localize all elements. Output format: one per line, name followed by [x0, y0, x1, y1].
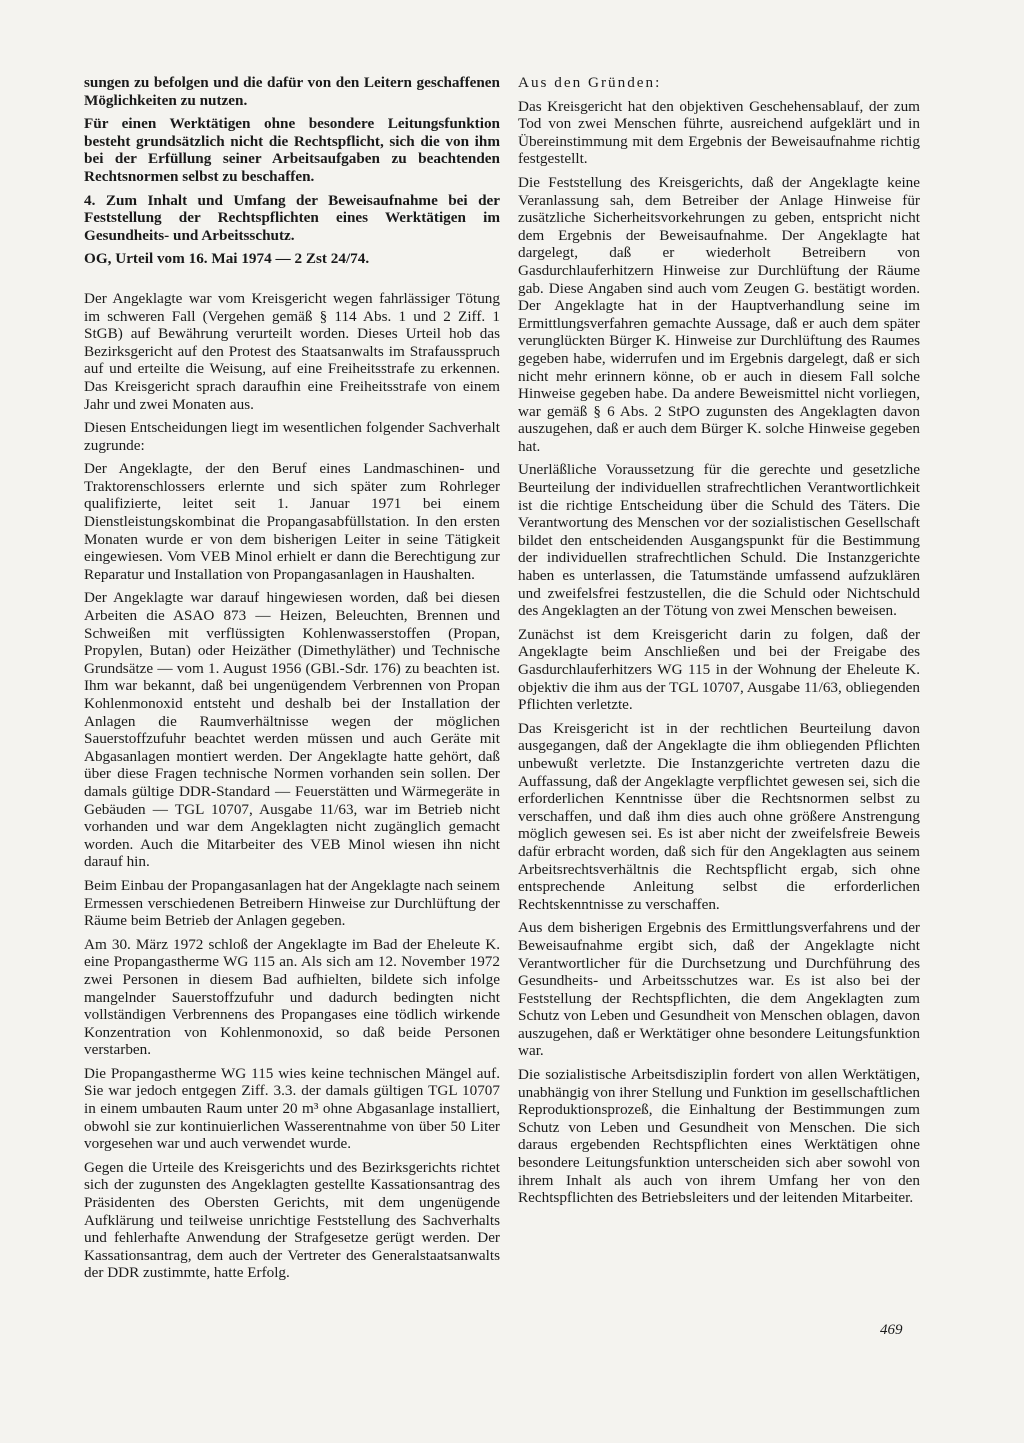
left-column	[84, 74, 500, 1288]
case-citation: OG, Urteil vom 16. Mai 1974 — 2 Zst 24/74.	[84, 250, 370, 268]
body-paragraph: Zunächst ist dem Kreisgericht darin zu folgen, daß der Angeklagte beim Anschließen und bei der Freigabe des Gasdurchlauferhitzers WG 115 in der Wohnung der Eheleute K. objektiv die ihm aus der TGL 10707, Ausgabe 11/63, obliegenden Pflichten verletzte.	[518, 625, 920, 714]
body-paragraph: Am 30. März 1972 schloß der Angeklagte im Bad der Eheleute K. eine Propangastherme WG 115 an. Als sich am 12. November 1972 zwei Personen in diesem Bad aufhielten, bildete sich infolge mangelnder Sauerstoffzufuhr und dadurch bedingten nicht vollständigen Verbrennens des Propangases eine tödlich wirkende Konzentration von Kohlenmonoxid, so daß beide Personen verstarben.	[84, 935, 500, 1059]
headnote	[84, 74, 500, 268]
body-paragraph: Das Kreisgericht ist in der rechtlichen Beurteilung davon ausgegangen, daß der Angeklagte die ihm obliegenden Pflichten unbewußt verletzte. Die Instanzgerichte vertreten dazu die Auffassung, daß der Angeklagte verpflichtet gewesen sei, sich die erforderlichen Kenntnisse über die Rechtsnormen selbst zu verschaffen, und daß ihm dies auch ohne größere Anstrengung möglich gewesen sei. Es ist aber nicht der zweifelsfreie Beweis dafür erbracht worden, daß sich für den Angeklagten aus seinem Arbeitsrechtsverhältnis die Rechtspflicht ergab, sich ohne entsprechende Anleitung selbst die erforderlichen Rechtskenntnisse zu verschaffen.	[518, 719, 920, 913]
body-paragraph: Beim Einbau der Propangasanlagen hat der Angeklagte nach seinem Ermessen verschiedenen Betreibern Hinweise zur Durchlüftung der Räume beim Betrieb der Anlagen gegeben.	[84, 876, 500, 930]
body-paragraph: Die Feststellung des Kreisgerichts, daß der Angeklagte keine Veranlassung sah, dem Betreiber der Anlage Hinweise für zusätzliche Sicherheitsvorkehrungen zu geben, entspricht nicht dem Ergebnis der Beweisaufnahme. Der Angeklagte hat dargelegt, daß er wiederholt Betreibern von Gasdurchlauferhitzern Hinweise zur Durchlüftung der Räume gab. Diese Angaben sind auch vom Zeugen G. bestätigt worden. Der Angeklagte hat in der Hauptverhandlung seine im Ermittlungsverfahren gemachte Aussage, daß er auch dem später verunglückten Bürger K. Hinweise zur Durchlüftung des Raumes gegeben habe, widerrufen und im Ergebnis dargelegt, daß er sich nicht mehr erinnern könne, ob er auch in diesem Fall solche Hinweise gegeben habe. Da andere Beweismittel nicht vorliegen, war gemäß § 6 Abs. 2 StPO zugunsten des Angeklagten davon auszugehen, daß er auch dem Bürger K. solche Hinweise gegeben hat.	[518, 173, 920, 455]
body-paragraph: Der Angeklagte war vom Kreisgericht wegen fahrlässiger Tötung im schweren Fall (Vergehen gemäß § 114 Abs. 1 und 2 Ziff. 1 StGB) auf Bewährung verurteilt worden. Dieses Urteil hob das Bezirksgericht auf den Protest des Staatsanwalts im Strafausspruch auf und erteilte die Weisung, auf eine Freiheitsstrafe zu erkennen. Das Kreisgericht sprach daraufhin eine Freiheitsstrafe von einem Jahr und zwei Monaten aus.	[84, 289, 500, 413]
body-paragraph: Das Kreisgericht hat den objektiven Geschehensablauf, der zum Tod von zwei Menschen führte, ausreichend aufgeklärt und in Übereinstimmung mit dem Ergebnis der Beweisaufnahme richtig festgestellt.	[518, 97, 920, 168]
body-paragraph: Die Propangastherme WG 115 wies keine technischen Mängel auf. Sie war jedoch entgegen Ziff. 3.3. der damals gültigen TGL 10707 in einem umbauten Raum unter 20 m³ ohne Abgasanlage installiert, obwohl sie zur kontinuierlichen Wasserentnahme von über 50 Liter vorgesehen war und auch verwendet wurde.	[84, 1064, 500, 1153]
headnote-paragraph: sungen zu befolgen und die dafür von den Leitern geschaffenen Möglichkeiten zu nutzen.	[84, 74, 500, 109]
headnote-paragraph: 4. Zum Inhalt und Umfang der Beweisaufnahme bei der Feststellung der Rechtspflichten eines Werktätigen im Gesundheits- und Arbeitsschutz.	[84, 191, 500, 244]
body-paragraph: Aus dem bisherigen Ergebnis des Ermittlungsverfahrens und der Beweisaufnahme ergibt sich, daß der Angeklagte nicht Verantwortlicher für die Durchsetzung und Durchführung des Gesundheits- und Arbeitsschutzes war. Es ist also bei der Feststellung der Rechtspflichten, die dem Angeklagten zum Schutz von Leben und Gesundheit von Menschen oblagen, davon auszugehen, daß er Werktätiger ohne besondere Leitungsfunktion war.	[518, 919, 920, 1060]
body-paragraph: Diesen Entscheidungen liegt im wesentlichen folgender Sachverhalt zugrunde:	[84, 419, 500, 454]
body-paragraph: Die sozialistische Arbeitsdisziplin fordert von allen Werktätigen, unabhängig von ihrer Stellung und Funktion im gesellschaftlichen Reproduktionsprozeß, die Einhaltung der Bestimmungen zum Schutz von Leben und Gesundheit von Menschen. Die sich daraus ergebenden Rechtspflichten eines Werktätigen ohne besondere Leitungsfunktion unterscheiden sich aber sowohl von ihrem Inhalt als auch von ihrem Umfang her von den Rechtspflichten des Betriebsleiters und der leitenden Mitarbeiter.	[518, 1066, 920, 1207]
body-paragraph: Der Angeklagte war darauf hingewiesen worden, daß bei diesen Arbeiten die ASAO 873 — Heizen, Beleuchten, Brennen und Schweißen mit verflüssigten Kohlenwasserstoffen (Propan, Propylen, Butan) oder Heizäther (Dimethyläther) und Technische Grundsätze — vom 1. August 1956 (GBl.-Sdr. 176) zu beachten ist. Ihm war bekannt, daß bei ungenügendem Verbrennen von Propan Kohlenmonoxid entsteht und deshalb bei der Installation der Anlagen die Raumverhältnisse wegen der möglichen Sauerstoffzufuhr beachtet werden müssen und auch Geräte mit Abgasanlagen montiert werden. Der Angeklagte hatte gehört, daß über diese Fragen technische Normen vorhanden sein sollen. Der damals gültige DDR-Standard — Feuerstätten und Wärmegeräte in Gebäuden — TGL 10707, Ausgabe 11/63, war im Betrieb nicht vorhanden und war dem Angeklagten nicht zugänglich gemacht worden. Auch die Mitarbeiter des VEB Minol wiesen ihn nicht darauf hin.	[84, 589, 500, 871]
right-column	[518, 74, 920, 1213]
section-heading: Aus den Gründen:	[518, 74, 662, 91]
body-paragraph: Der Angeklagte, der den Beruf eines Landmaschinen- und Traktorenschlossers erlernte und sich später zum Rohrleger qualifizierte, leitet seit 1. Januar 1971 bei einem Dienstleistungskombinat die Propangasabfüllstation. In den ersten Monaten wurde er von dem bisherigen Leiter in seine Tätigkeit eingewiesen. Vom VEB Minol erhielt er dann die Berechtigung zur Reparatur und Installation von Propangasanlagen in Haushalten.	[84, 460, 500, 583]
body-paragraph: Gegen die Urteile des Kreisgerichts und des Bezirksgerichts richtet sich der zugunsten des Angeklagten gestellte Kassationsantrag des Präsidenten des Obersten Gerichts, mit dem ungenügende Aufklärung und teilweise unrichtige Feststellung des Sachverhalts und fehlerhafte Anwendung der Strafgesetze gerügt werden. Der Kassationsantrag, dem auch der Vertreter des Generalstaatsanwalts der DDR zustimmte, hatte Erfolg.	[84, 1158, 500, 1282]
page-number: 469	[880, 1322, 903, 1338]
body-paragraph: Unerläßliche Voraussetzung für die gerechte und gesetzliche Beurteilung der individuellen strafrechtlichen Verantwortlichkeit ist die richtige Entscheidung über die Schuld des Täters. Die Verantwortung des Menschen vor der sozialistischen Gesellschaft bildet den entscheidenden Ausgangspunkt für die Bestimmung der individuellen strafrechtlichen Schuld. Die Instanzgerichte haben es unterlassen, die Tatumstände umfassend aufzuklären und zweifelsfrei festzustellen, die die Schuld oder Nichtschuld des Angeklagten an der Tötung von zwei Menschen beweisen.	[518, 461, 920, 620]
headnote-paragraph: Für einen Werktätigen ohne besondere Leitungsfunktion besteht grundsätzlich nicht die Rechtspflicht, sich die von ihm bei der Erfüllung seiner Arbeitsaufgaben zu beachtenden Rechtsnormen selbst zu beschaffen.	[84, 115, 500, 185]
